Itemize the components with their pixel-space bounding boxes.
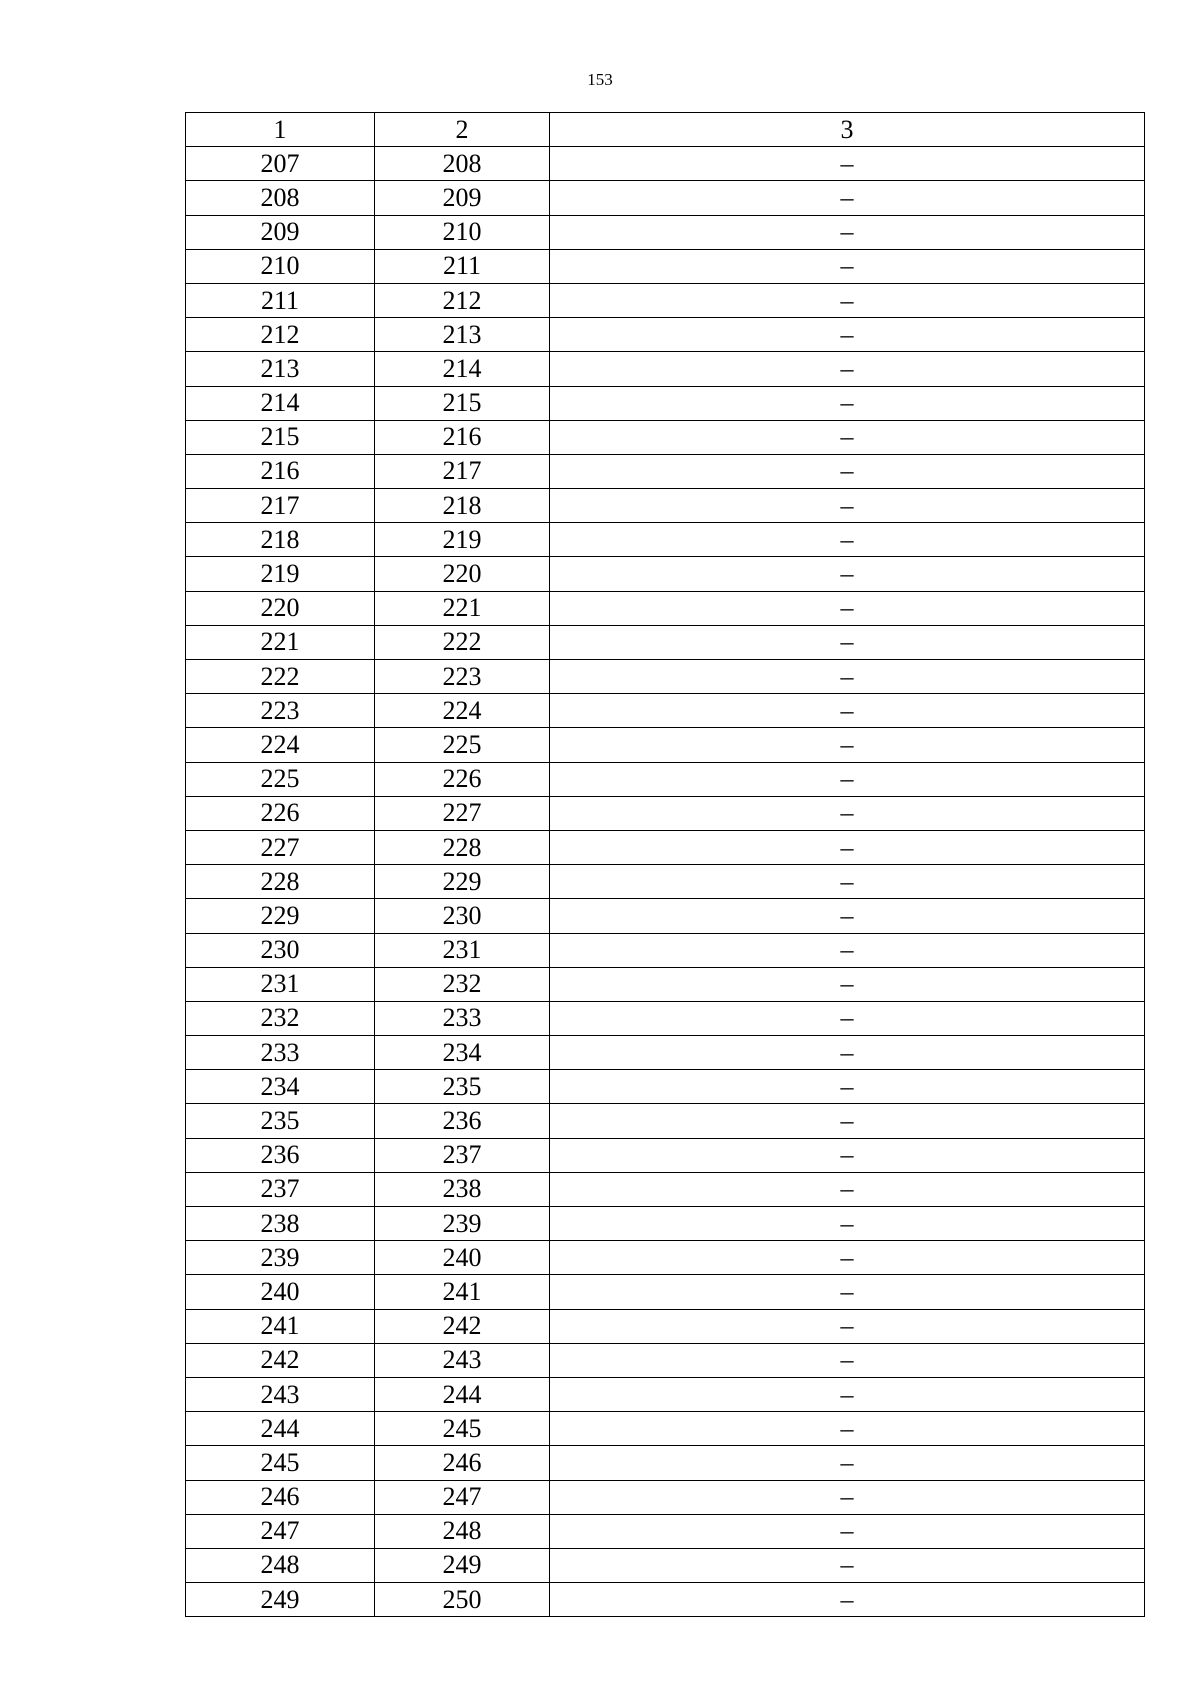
table-cell: 247 <box>186 1514 375 1548</box>
table-cell: – <box>550 933 1145 967</box>
table-cell: – <box>550 489 1145 523</box>
table-cell: – <box>550 967 1145 1001</box>
table-cell: – <box>550 249 1145 283</box>
table-cell: – <box>550 523 1145 557</box>
table-row <box>186 967 1145 1001</box>
table-cell: 216 <box>186 454 375 488</box>
table-row <box>186 523 1145 557</box>
table-cell: 238 <box>186 1207 375 1241</box>
table-cell: 244 <box>375 1377 550 1411</box>
table-cell: 238 <box>375 1172 550 1206</box>
table-cell: 213 <box>186 352 375 386</box>
table-cell: – <box>550 1036 1145 1070</box>
table-cell: 248 <box>375 1514 550 1548</box>
table-cell: 220 <box>186 591 375 625</box>
table-cell: – <box>550 1207 1145 1241</box>
table-cell: 208 <box>375 147 550 181</box>
table-cell: – <box>550 352 1145 386</box>
table-row <box>186 1001 1145 1035</box>
table-cell: 248 <box>186 1548 375 1582</box>
table-cell: – <box>550 1172 1145 1206</box>
table-cell: 243 <box>375 1343 550 1377</box>
table-cell: – <box>550 1377 1145 1411</box>
table-cell: – <box>550 591 1145 625</box>
table-cell: – <box>550 762 1145 796</box>
table-cell: 218 <box>375 489 550 523</box>
table-cell: 227 <box>375 796 550 830</box>
table-row <box>186 352 1145 386</box>
table-cell: 222 <box>186 660 375 694</box>
table-cell: – <box>550 1480 1145 1514</box>
table-row <box>186 1036 1145 1070</box>
table-cell: – <box>550 899 1145 933</box>
table-row <box>186 762 1145 796</box>
table-row <box>186 1583 1145 1617</box>
table-row <box>186 1412 1145 1446</box>
table-cell: 225 <box>375 728 550 762</box>
table-cell: 227 <box>186 830 375 864</box>
table-cell: 214 <box>186 386 375 420</box>
table-cell: 240 <box>375 1241 550 1275</box>
table-row <box>186 249 1145 283</box>
table-cell: 231 <box>186 967 375 1001</box>
table-cell: – <box>550 1241 1145 1275</box>
table-cell: 245 <box>375 1412 550 1446</box>
table-cell: – <box>550 694 1145 728</box>
table-cell: 215 <box>186 420 375 454</box>
table-row <box>186 1275 1145 1309</box>
table-cell: 233 <box>186 1036 375 1070</box>
data-table <box>185 112 1145 1617</box>
table-cell: – <box>550 625 1145 659</box>
table-row <box>186 1514 1145 1548</box>
table-cell: 217 <box>375 454 550 488</box>
table-row <box>186 1104 1145 1138</box>
table-cell: – <box>550 318 1145 352</box>
table-cell: – <box>550 1412 1145 1446</box>
table-row <box>186 694 1145 728</box>
table-cell: 226 <box>186 796 375 830</box>
table-cell: 241 <box>186 1309 375 1343</box>
table-cell: – <box>550 1343 1145 1377</box>
table-cell: 232 <box>186 1001 375 1035</box>
table-row <box>186 1070 1145 1104</box>
table-row <box>186 1480 1145 1514</box>
table-cell: 232 <box>375 967 550 1001</box>
table-row <box>186 591 1145 625</box>
table-cell: 211 <box>186 283 375 317</box>
table-cell: 209 <box>186 215 375 249</box>
table-cell: 242 <box>186 1343 375 1377</box>
table-cell: – <box>550 796 1145 830</box>
table-cell: – <box>550 557 1145 591</box>
table-cell: 219 <box>186 557 375 591</box>
table-cell: 218 <box>186 523 375 557</box>
table-cell: – <box>550 147 1145 181</box>
table-row <box>186 1377 1145 1411</box>
table-row <box>186 1138 1145 1172</box>
table-row <box>186 660 1145 694</box>
table-row <box>186 1241 1145 1275</box>
table-cell: 237 <box>186 1172 375 1206</box>
table-row <box>186 489 1145 523</box>
table-row <box>186 1172 1145 1206</box>
table-row <box>186 420 1145 454</box>
table-cell: 243 <box>186 1377 375 1411</box>
table-cell: – <box>550 386 1145 420</box>
table-cell: 207 <box>186 147 375 181</box>
table-row <box>186 1343 1145 1377</box>
table-row <box>186 454 1145 488</box>
table-row <box>186 181 1145 215</box>
table-cell: 219 <box>375 523 550 557</box>
table-cell: 242 <box>375 1309 550 1343</box>
table-row <box>186 796 1145 830</box>
table-cell: – <box>550 1001 1145 1035</box>
table-cell: 228 <box>375 830 550 864</box>
column-header: 2 <box>375 113 550 147</box>
column-header: 3 <box>550 113 1145 147</box>
table-cell: 226 <box>375 762 550 796</box>
table-cell: – <box>550 830 1145 864</box>
table-cell: 246 <box>186 1480 375 1514</box>
table-row <box>186 830 1145 864</box>
table-row <box>186 728 1145 762</box>
table-row <box>186 215 1145 249</box>
table-cell: – <box>550 1548 1145 1582</box>
table-cell: 223 <box>375 660 550 694</box>
table-cell: – <box>550 215 1145 249</box>
table-row <box>186 147 1145 181</box>
table-row <box>186 283 1145 317</box>
table-row <box>186 557 1145 591</box>
table-cell: 249 <box>375 1548 550 1582</box>
table-cell: 228 <box>186 865 375 899</box>
table-row <box>186 1309 1145 1343</box>
table-cell: – <box>550 454 1145 488</box>
table-cell: – <box>550 283 1145 317</box>
table-cell: 212 <box>375 283 550 317</box>
table-cell: – <box>550 728 1145 762</box>
table-cell: 239 <box>186 1241 375 1275</box>
table-cell: 235 <box>375 1070 550 1104</box>
table-row <box>186 625 1145 659</box>
table-cell: 209 <box>375 181 550 215</box>
table-cell: 231 <box>375 933 550 967</box>
table-cell: 220 <box>375 557 550 591</box>
table-row <box>186 1446 1145 1480</box>
table-cell: 233 <box>375 1001 550 1035</box>
table-cell: 210 <box>186 249 375 283</box>
table-cell: 221 <box>186 625 375 659</box>
table-cell: 229 <box>375 865 550 899</box>
table-cell: 224 <box>375 694 550 728</box>
table-body <box>186 113 1145 1617</box>
table-cell: 213 <box>375 318 550 352</box>
table-header-row <box>186 113 1145 147</box>
table-cell: 239 <box>375 1207 550 1241</box>
table-cell: – <box>550 660 1145 694</box>
table-cell: – <box>550 1514 1145 1548</box>
table-cell: – <box>550 420 1145 454</box>
table-row <box>186 318 1145 352</box>
table-cell: 236 <box>375 1104 550 1138</box>
table-cell: 216 <box>375 420 550 454</box>
table-cell: 224 <box>186 728 375 762</box>
table-cell: 211 <box>375 249 550 283</box>
table-cell: 240 <box>186 1275 375 1309</box>
column-header: 1 <box>186 113 375 147</box>
table-cell: 210 <box>375 215 550 249</box>
table-cell: 230 <box>375 899 550 933</box>
table-row <box>186 865 1145 899</box>
table-cell: – <box>550 1275 1145 1309</box>
table-row <box>186 933 1145 967</box>
table-cell: 244 <box>186 1412 375 1446</box>
table-cell: 212 <box>186 318 375 352</box>
table-cell: 221 <box>375 591 550 625</box>
table-cell: 214 <box>375 352 550 386</box>
table-cell: 249 <box>186 1583 375 1617</box>
table-cell: 215 <box>375 386 550 420</box>
table-cell: – <box>550 1104 1145 1138</box>
table-cell: 234 <box>375 1036 550 1070</box>
table-cell: 222 <box>375 625 550 659</box>
table-cell: 223 <box>186 694 375 728</box>
table-row <box>186 899 1145 933</box>
table-cell: – <box>550 1583 1145 1617</box>
table-cell: 236 <box>186 1138 375 1172</box>
table-cell: 217 <box>186 489 375 523</box>
table-cell: 208 <box>186 181 375 215</box>
table-cell: 234 <box>186 1070 375 1104</box>
table-cell: 246 <box>375 1446 550 1480</box>
table-cell: – <box>550 1138 1145 1172</box>
table-cell: 229 <box>186 899 375 933</box>
table-cell: 237 <box>375 1138 550 1172</box>
table-cell: 241 <box>375 1275 550 1309</box>
table-row <box>186 386 1145 420</box>
table-cell: – <box>550 1070 1145 1104</box>
table-cell: 247 <box>375 1480 550 1514</box>
table-cell: – <box>550 865 1145 899</box>
table-cell: – <box>550 1309 1145 1343</box>
table-row <box>186 1207 1145 1241</box>
table-cell: – <box>550 1446 1145 1480</box>
table-cell: – <box>550 181 1145 215</box>
page-number: 153 <box>587 70 613 89</box>
table-row <box>186 1548 1145 1582</box>
table-cell: 230 <box>186 933 375 967</box>
table-cell: 225 <box>186 762 375 796</box>
table-cell: 235 <box>186 1104 375 1138</box>
table-cell: 250 <box>375 1583 550 1617</box>
table-cell: 245 <box>186 1446 375 1480</box>
